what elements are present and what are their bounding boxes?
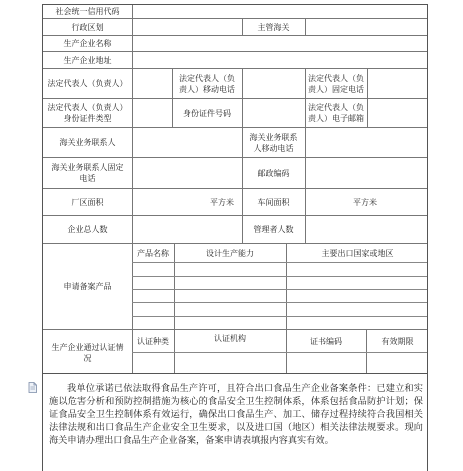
- document-icon[interactable]: [28, 382, 37, 393]
- company-name-label: 生产企业名称: [63, 39, 112, 48]
- company-address-field[interactable]: [132, 52, 428, 68]
- product-name-header: 产品名称: [137, 248, 169, 258]
- legal-rep-id-type-label: 法定代表人（负责人） 身份证件类型: [47, 103, 128, 123]
- customs-contact-landline-field[interactable]: [132, 158, 242, 188]
- row-legal-rep-id: [43, 99, 427, 128]
- design-capacity-header: 设计生产能力: [206, 248, 254, 258]
- row-admin-region: [43, 19, 427, 36]
- total-staff-field[interactable]: [132, 216, 242, 243]
- company-name-field[interactable]: [132, 36, 428, 51]
- workshop-area-label: 车间面积: [257, 197, 290, 207]
- postcode-label: 邮政编码: [257, 168, 290, 178]
- legal-rep-landline-label: 法定代表人（负 责人）固定电话: [308, 73, 364, 94]
- factory-area-label: 厂区面积: [71, 197, 104, 207]
- filing-products-label: 申请备案产品: [63, 282, 112, 291]
- row-staff: [43, 216, 427, 244]
- valid-period-header: 有效期限: [381, 336, 414, 346]
- row-company-address: [43, 52, 427, 69]
- row-company-name: [43, 36, 427, 52]
- certification-status-label: 生产企业通过认证情 况: [51, 342, 124, 363]
- row-filing-products: [43, 244, 427, 330]
- row-customs-landline: [43, 158, 427, 189]
- export-countries-header: 主要出口国家或地区: [321, 248, 394, 258]
- workshop-area-field[interactable]: 平方米: [353, 197, 377, 207]
- legal-rep-label: 法定代表人（负责人）: [47, 79, 128, 88]
- customs-contact-mobile-field[interactable]: [305, 128, 428, 157]
- factory-area-field[interactable]: 平方米: [210, 197, 234, 207]
- certification-table: [132, 330, 428, 374]
- legal-rep-field[interactable]: [132, 69, 172, 98]
- id-number-label: 身份证件号码: [183, 108, 231, 118]
- customs-field[interactable]: [305, 19, 428, 35]
- cert-number-header: 证书编码: [310, 336, 342, 346]
- customs-contact-landline-label: 海关业务联系人固定 电话: [51, 163, 124, 183]
- admin-region-label: 行政区划: [71, 22, 104, 32]
- row-legal-rep: [43, 69, 427, 99]
- managers-field[interactable]: [305, 216, 428, 243]
- legal-rep-mobile-label: 法定代表人（负 责人）移动电话: [179, 73, 235, 94]
- cert-body-header: 认证机构: [214, 333, 246, 343]
- row-areas: [43, 189, 427, 216]
- legal-rep-mobile-field[interactable]: [242, 69, 305, 98]
- customs-contact-label: 海关业务联系人: [59, 138, 116, 147]
- cert-type-header: 认证种类: [137, 336, 169, 346]
- customs-label: 主管海关: [257, 22, 290, 32]
- row-credit-code: [43, 5, 427, 19]
- legal-rep-id-type-field[interactable]: [132, 99, 172, 127]
- legal-rep-email-label: 法定代表人（负 责人）电子邮箱: [308, 103, 364, 123]
- commitment-paragraph: 我单位承诺已依法取得食品生产许可，且符合出口食品生产企业备案条件：已建立和实施以危害分析和预防控制措施为核心的食品安全卫生控制体系，体系包括食品防护计划；保证食品安全卫生控制体系有效运行，确保出口食品生产、加工、储存过程持续符合我国相关法律法规和出口食品生产企业安全卫生要求，以及进口国（地区）相关法律法规要求。现向海关申请办理出口食品生产企业备案，备案申请表填报内容真实有效。: [42, 374, 428, 471]
- credit-code-label: 社会统一信用代码: [55, 7, 120, 16]
- customs-contact-field[interactable]: [132, 128, 242, 157]
- id-number-field[interactable]: [242, 99, 305, 127]
- legal-rep-email-field[interactable]: [367, 99, 428, 127]
- postcode-field[interactable]: [305, 158, 428, 188]
- credit-code-field[interactable]: [132, 5, 428, 18]
- total-staff-label: 企业总人数: [67, 225, 108, 234]
- registration-form-table: [42, 4, 428, 374]
- product-table: [132, 244, 428, 329]
- admin-region-field[interactable]: [132, 19, 242, 35]
- row-customs-contact: [43, 128, 427, 158]
- row-certification: [43, 330, 427, 374]
- company-address-label: 生产企业地址: [63, 55, 112, 65]
- customs-contact-mobile-label: 海关业务联系 人移动电话: [249, 132, 298, 153]
- managers-label: 管理者人数: [253, 225, 294, 234]
- legal-rep-landline-field[interactable]: [367, 69, 428, 98]
